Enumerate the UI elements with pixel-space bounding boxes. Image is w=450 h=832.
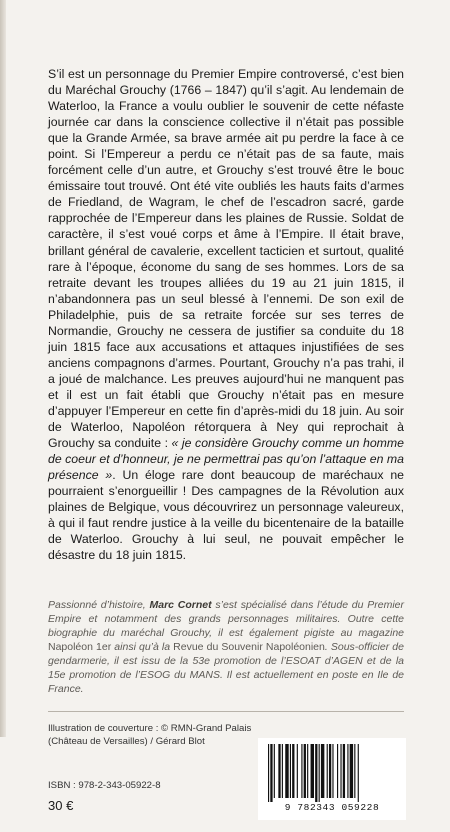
author-bio xyxy=(48,599,404,696)
barcode-bar xyxy=(347,744,348,798)
magazine-name: Napoléon 1er xyxy=(48,641,112,654)
price: 30 € xyxy=(48,797,74,813)
barcode-bar xyxy=(321,744,324,798)
summary-text xyxy=(48,66,404,563)
barcode-bar xyxy=(354,744,355,798)
barcode-bar xyxy=(274,744,275,798)
bio-text-1: s’est spécialisé dans l’étude du Premier Empire et notamment des grands personnages militaires. Outre cette biographie du maréchal Grouchy, il est également pigiste au magazine xyxy=(48,599,404,640)
barcode-bar xyxy=(282,744,283,798)
summary-main: S’il est un personnage du Premier Empire controversé, c’est bien du Maréchal Grouchy (1766 – 1847) qu’il s’agit. Au lendemain de Waterloo, la France a voulu oublier le souvenir de cette néfaste journée car dans la conscience collective il n’était pas possible que la Grande Armée, sa brave armée ait pu perdre la face à ce point. Si l’Empereur a perdu ce n’était pas de sa faute, mais forcément celle d’un autre, et Grouchy s’est trouvé être le bouc émissaire tout trouvé. Ont été vite oubliés les hauts faits d’armes de Friedland, de Wagram, le chef de l’escadron sacré, garde rapprochée de l’Empereur dans les plaines de Russie. Soldat de caractère, il s’est voué corps et âme à l’Empire. Il était brave, brillant général de cavalerie, excellent tacticien et surtout, qualité rare à l’époque, économe du sang de ses hommes. Lors de sa retraite devant les troupes alliées du 19 au 21 juin 1815, il n’abandonnera pas un seul blessé à l’ennemi. De son exil de Philadelphie, puis de sa retraite forcée sur ses terres de Normandie, Grouchy ne cessera de justifier sa conduite du 18 juin 1815 face aux accusations et attaques injustifiées de ses anciens compagnons d’armes. Pourtant, Grouchy n’a pas trahi, il a joué de malchance. Les preuves aujourd’hui ne manquent pas et il est un fait établi que Grouchy n’était pas en mesure d’appuyer l’Empereur en cette fin d’après-midi du 18 juin. Au soir de Waterloo, Napoléon rétorquera à Ney qui reprochait à Grouchy sa conduite : xyxy=(48,67,404,451)
barcode-bar xyxy=(343,744,345,798)
credit-line-1: Illustration de couverture : © RMN-Grand Palais xyxy=(48,722,252,734)
bio-text-3: . Sous-officier de gendarmerie, il est issu de la 53e promotion de l’ESOAT d’AGEN et de la 15e promotion de l’ESOG du MANS. Il est actuellement en poste en Ile de France. xyxy=(48,641,404,695)
barcode xyxy=(258,738,406,820)
barcode-bar xyxy=(350,744,353,798)
barcode-bar xyxy=(268,744,269,802)
credit-line-2: (Château de Versailles) / Gérard Blot xyxy=(48,735,205,747)
barcode-bar xyxy=(358,744,359,802)
barcode-bar xyxy=(301,744,302,798)
barcode-bar xyxy=(285,744,288,798)
summary-end: . Un éloge rare dont beaucoup de maréchaux ne pourraient s’enorgueillir ! Des campagnes de la Révolution aux plaines de Belgique, vous découvrirez un personnage valeureux, à qui il faut rendre justice à la veille du bicentenaire de la bataille de Waterloo. Grouchy à lui seul, ne pouvait empêcher le désastre du 18 juin 1815. xyxy=(48,468,404,563)
barcode-bar xyxy=(337,744,338,798)
book-spine-edge xyxy=(0,0,6,737)
barcode-bar xyxy=(319,744,320,802)
barcode-bar xyxy=(304,744,306,798)
barcode-bar xyxy=(315,744,317,802)
barcode-bar xyxy=(297,744,298,798)
barcode-bar xyxy=(329,744,331,798)
napoleon-quote: « je considère Grouchy comme un homme de coeur et d’honneur, je ne permettrai pas qu’on l’attaque en ma présence » xyxy=(48,436,404,483)
barcode-bar xyxy=(278,744,280,798)
cover-footer xyxy=(48,722,404,832)
barcode-bar xyxy=(292,744,294,798)
divider xyxy=(48,711,404,712)
barcode-bar xyxy=(311,744,314,798)
barcode-bar xyxy=(327,744,328,798)
bio-intro: Passionné d’histoire, xyxy=(48,599,150,612)
barcode-bar xyxy=(290,744,291,798)
bio-text-2: ainsi qu’à la xyxy=(111,641,174,654)
author-name: Marc Cornet xyxy=(149,599,212,612)
barcode-bar xyxy=(340,744,341,798)
barcode-bar xyxy=(332,744,333,798)
revue-name: Revue du Souvenir Napoléonien xyxy=(173,641,325,654)
illustration-credit xyxy=(48,722,251,748)
barcode-bar xyxy=(270,744,272,802)
barcode-digits: 9 782343 059228 xyxy=(284,801,380,813)
barcode-bar xyxy=(307,744,308,798)
isbn-number: ISBN : 978-2-343-05922-8 xyxy=(48,779,161,791)
barcode-icon xyxy=(266,744,398,802)
back-cover xyxy=(48,66,404,832)
